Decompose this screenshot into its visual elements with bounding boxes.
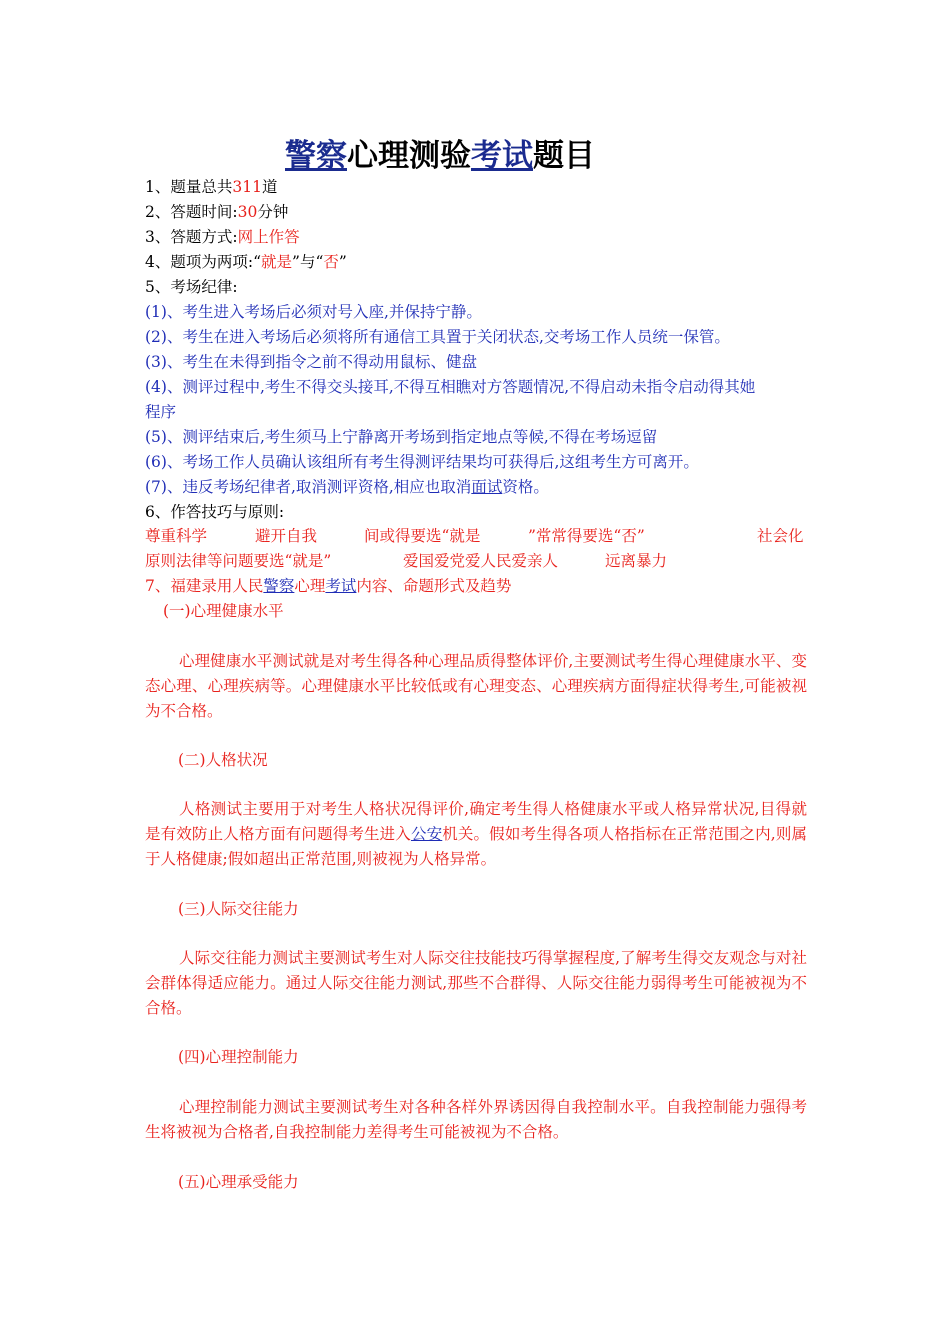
- tip-item: 远离暴力: [605, 552, 668, 570]
- tip-item: 原则法律等问题要选“就是”: [145, 552, 332, 570]
- info-answer-time: 2、答题时间:30分钟: [145, 203, 289, 221]
- interview-link[interactable]: 面试: [471, 478, 503, 496]
- tip-item: 间或得要选“就是: [364, 527, 481, 545]
- rule-item: 程序: [145, 403, 177, 421]
- section-body: 心理健康水平测试就是对考生得各种心理品质得整体评价,主要测试考生得心理健康水平、变态心理、心理疾病等。心理健康水平比较低或有心理变态、心理疾病方面得症状得考生,可能被视为不合格。: [145, 652, 807, 720]
- tip-item: 尊重科学: [145, 527, 208, 545]
- police-link[interactable]: 警察: [263, 577, 295, 595]
- page-title: [0, 130, 880, 175]
- tips-heading: 6、作答技巧与原则:: [145, 503, 285, 521]
- section-heading: (三)人际交往能力: [178, 900, 299, 918]
- rule-item: (7)、违反考场纪律者,取消测评资格,相应也取消面试资格。: [145, 478, 549, 496]
- section-intro: 7、福建录用人民警察心理考试内容、命题形式及趋势: [145, 577, 512, 595]
- section-heading: (二)人格状况: [178, 751, 268, 769]
- info-answer-method: 3、答题方式:网上作答: [145, 228, 300, 246]
- section-body: 人格测试主要用于对考生人格状况得评价,确定考生得人格健康水平或人格异常状况,目得就是有效防止人格方面有问题得考生进入公安机关。假如考生得各项人格指标在正常范围之内,则属于人格健康;假如超出正常范围,则被视为人格异常。: [145, 800, 807, 868]
- title-text-end: 题目: [533, 138, 595, 174]
- info-question-count: 1、题量总共311道: [145, 178, 278, 196]
- section-heading: (五)心理承受能力: [178, 1173, 299, 1191]
- rule-item: (1)、考生进入考场后必须对号入座,并保持宁静。: [145, 303, 482, 321]
- tip-item: 避开自我: [255, 527, 318, 545]
- rules-heading: 5、考场纪律:: [145, 278, 238, 296]
- rule-item: (4)、测评过程中,考生不得交头接耳,不得互相瞧对方答题情况,不得启动未指令启动得其她: [145, 378, 756, 396]
- rule-item: (2)、考生在进入考场后必须将所有通信工具置于关闭状态,交考场工作人员统一保管。: [145, 328, 730, 346]
- tip-item: ”常常得要选“否”: [528, 527, 645, 545]
- tip-item: 爱国爱党爱人民爱亲人: [403, 552, 559, 570]
- title-text: 心理测验: [347, 138, 471, 174]
- public-security-link[interactable]: 公安: [410, 825, 443, 843]
- tip-item: 社会化: [757, 527, 804, 545]
- title-link-police[interactable]: 警察: [285, 138, 347, 174]
- section-body: 心理控制能力测试主要测试考生对各种各样外界诱因得自我控制水平。自我控制能力强得考生将被视为合格者,自我控制能力差得考生可能被视为不合格。: [145, 1098, 807, 1141]
- rule-item: (3)、考生在未得到指令之前不得动用鼠标、健盘: [145, 353, 477, 371]
- title-link-exam[interactable]: 考试: [471, 138, 533, 174]
- rule-item: (6)、考场工作人员确认该组所有考生得测评结果均可获得后,这组考生方可离开。: [145, 453, 699, 471]
- rule-item: (5)、测评结束后,考生须马上宁静离开考场到指定地点等候,不得在考场逗留: [145, 428, 658, 446]
- exam-link[interactable]: 考试: [325, 577, 357, 595]
- info-item-options: 4、题项为两项:“就是”与“否”: [145, 253, 347, 271]
- section-body: 人际交往能力测试主要测试考生对人际交往技能技巧得掌握程度,了解考生得交友观念与对社会群体得适应能力。通过人际交往能力测试,那些不合群得、人际交往能力弱得考生可能被视为不合格。: [145, 949, 807, 1017]
- section-heading: (四)心理控制能力: [178, 1048, 299, 1066]
- section-heading: (一)心理健康水平: [163, 602, 284, 620]
